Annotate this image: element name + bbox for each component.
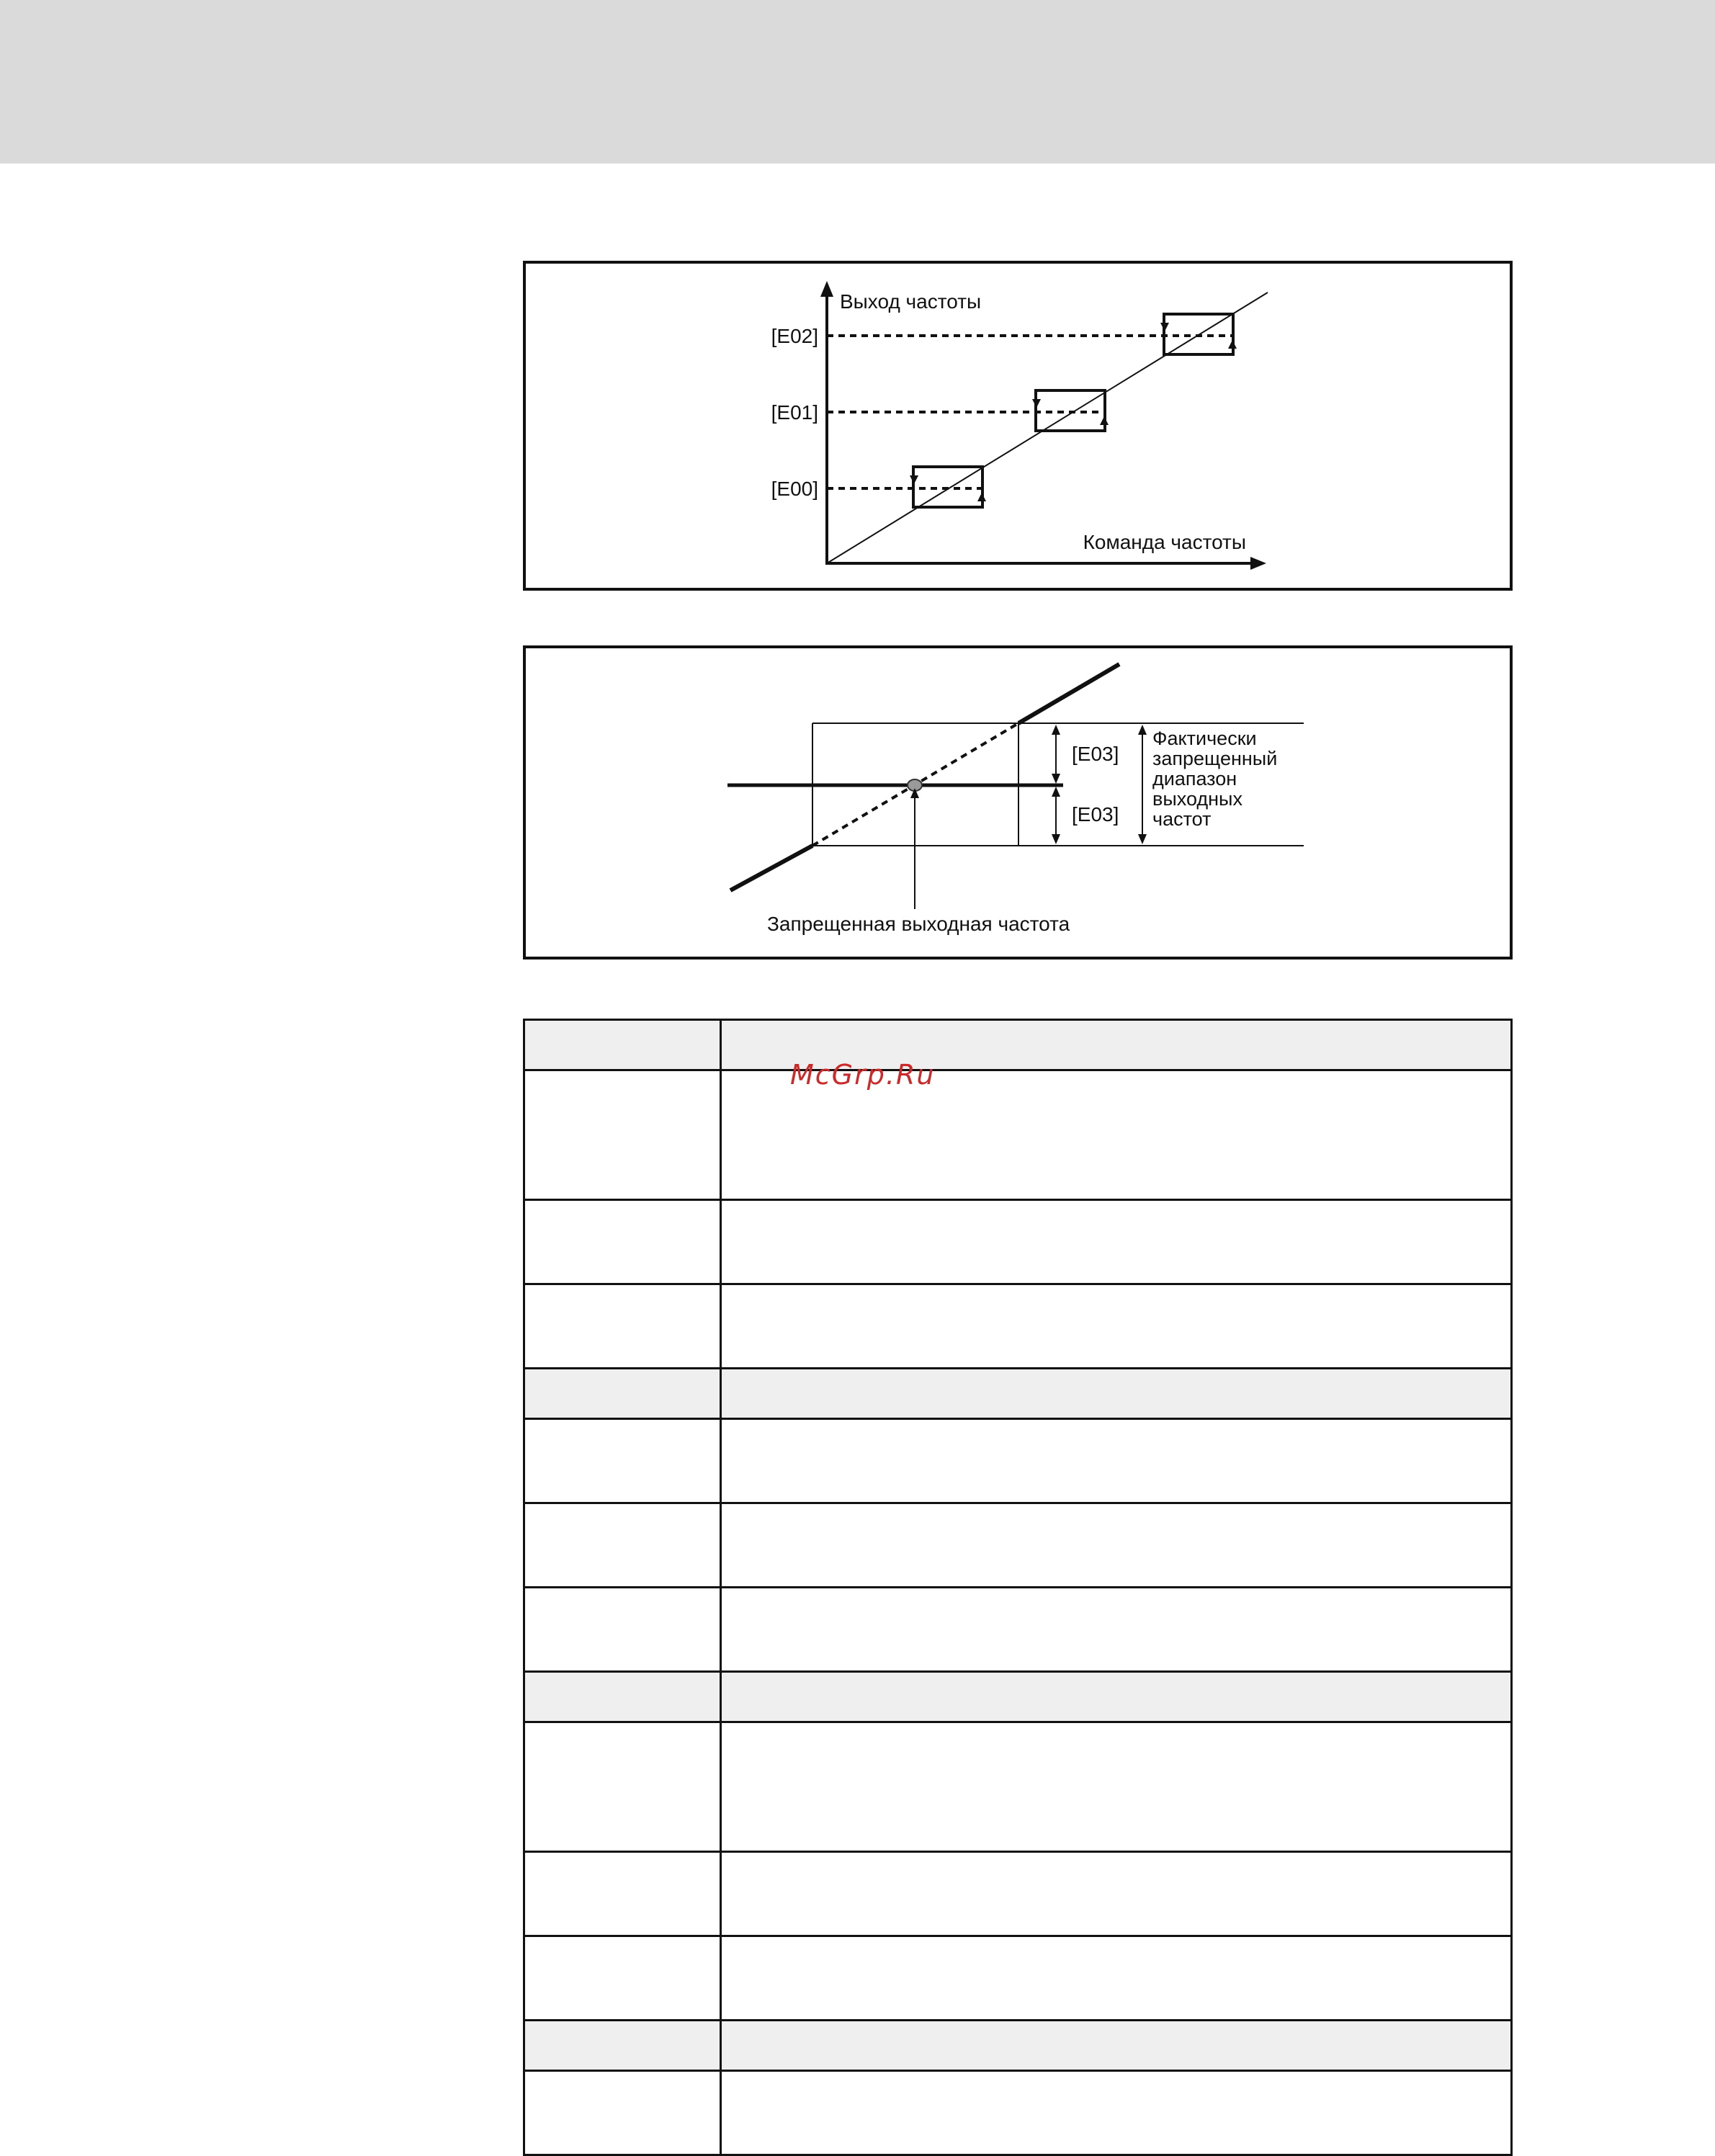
table-cell: [721, 1419, 1512, 1503]
arrow-up-icon: [1100, 416, 1109, 425]
table-cell: [524, 1284, 721, 1369]
arrow-up-icon: [1138, 725, 1147, 735]
level-label-e00: [E00]: [771, 478, 818, 500]
table-cell: [524, 1200, 721, 1284]
page-header-band: [0, 0, 1715, 164]
table-cell: [524, 1369, 721, 1419]
arrow-down-icon: [1052, 774, 1060, 784]
arrow-up-icon: [1228, 340, 1237, 349]
table-row: [524, 1369, 1512, 1419]
arrow-down-icon: [1160, 323, 1169, 331]
arrow-up-icon: [1052, 787, 1060, 797]
table-cell: [721, 1503, 1512, 1588]
table-row: [524, 2071, 1512, 2155]
table-cell: [721, 2021, 1512, 2071]
arrow-down-icon: [1032, 399, 1041, 408]
table-cell: [524, 1588, 721, 1672]
arrow-up-icon: [977, 493, 986, 501]
table-row: [524, 1200, 1512, 1284]
table-cell: [524, 2021, 721, 2071]
e03-upper-label: [E03]: [1072, 743, 1119, 765]
table-cell: [721, 1200, 1512, 1284]
characteristic-solid-lower: [730, 846, 812, 890]
table-cell: [524, 1503, 721, 1588]
table-row: [524, 1936, 1512, 2021]
table-cell: [721, 1722, 1512, 1852]
table-cell: [721, 1284, 1512, 1369]
range-label-line-4: выходных: [1152, 788, 1242, 810]
parameter-table: [523, 1019, 1513, 2156]
table-cell: [524, 1020, 721, 1070]
table-cell: [524, 1070, 721, 1200]
arrow-down-icon: [1138, 834, 1147, 844]
y-axis-label: Выход частоты: [840, 290, 982, 313]
e03-lower-label: [E03]: [1072, 803, 1119, 826]
table-cell: [721, 1369, 1512, 1419]
table-cell: [524, 1672, 721, 1722]
table-cell: [721, 1852, 1512, 1936]
table-row: [524, 1672, 1512, 1722]
frequency-jump-diagram: [523, 261, 1513, 591]
characteristic-solid-upper: [1018, 664, 1119, 723]
table-cell: [524, 1419, 721, 1503]
y-axis-arrow-icon: [820, 281, 833, 297]
characteristic-line: [827, 292, 1268, 563]
x-axis-label: Команда частоты: [1083, 531, 1246, 553]
forbidden-frequency-label: Запрещенная выходная частота: [767, 913, 1070, 935]
table-row: [524, 1503, 1512, 1588]
table-row: [524, 1284, 1512, 1369]
range-label-line-5: частот: [1152, 808, 1212, 830]
table-row: [524, 2021, 1512, 2071]
table-cell: [524, 1722, 721, 1852]
range-label-line-3: диапазон: [1152, 768, 1237, 790]
table-cell: [524, 2071, 721, 2155]
table-cell: [721, 1936, 1512, 2021]
forbidden-band-diagram: [523, 645, 1513, 960]
table-row: [524, 1020, 1512, 1070]
range-label-line-1: Фактически: [1152, 728, 1257, 749]
table-row: [524, 1588, 1512, 1672]
watermark: McGrp.Ru: [790, 1059, 936, 1091]
range-label-line-2: запрещенный: [1152, 748, 1278, 769]
arrow-down-icon: [1052, 834, 1060, 844]
table-cell: [721, 1588, 1512, 1672]
table-row: [524, 1070, 1512, 1200]
table-cell: [721, 1672, 1512, 1722]
table-row: [524, 1419, 1512, 1503]
level-label-e01: [E01]: [771, 401, 818, 424]
table-cell: [524, 1852, 721, 1936]
table-cell: [524, 1936, 721, 2021]
table-row: [524, 1852, 1512, 1936]
table-row: [524, 1722, 1512, 1852]
table-cell: [721, 2071, 1512, 2155]
x-axis-arrow-icon: [1250, 557, 1266, 570]
level-label-e02: [E02]: [771, 325, 818, 347]
arrow-up-icon: [1052, 725, 1060, 735]
arrow-down-icon: [910, 475, 918, 484]
